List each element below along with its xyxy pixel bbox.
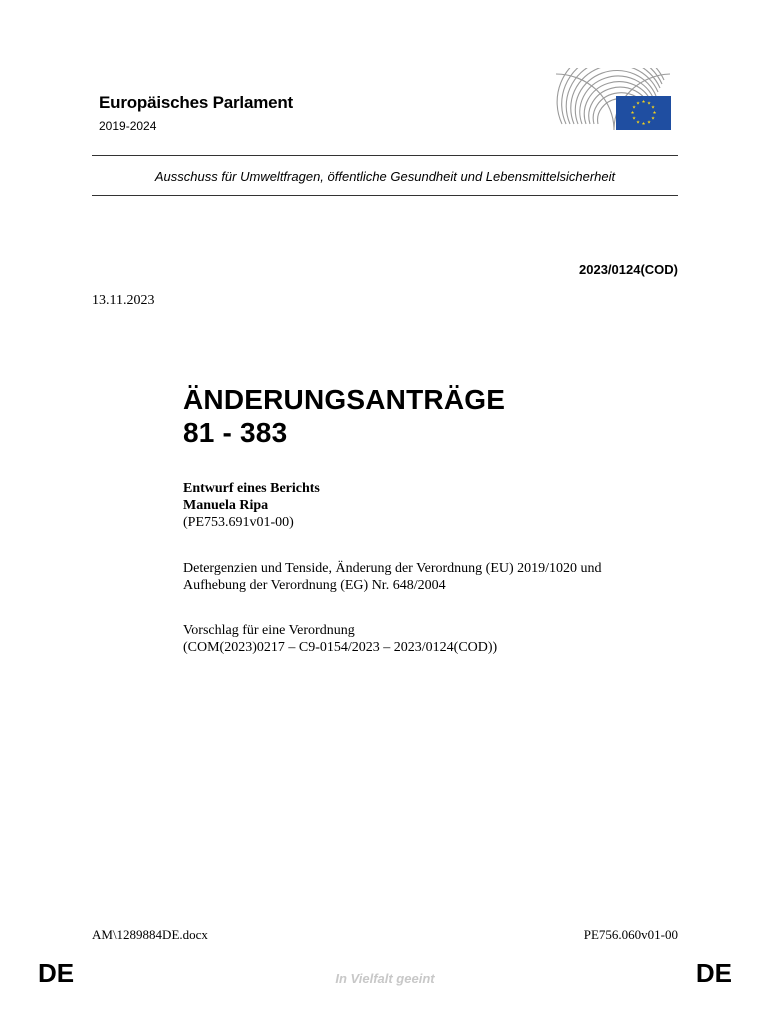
header-divider-top <box>92 155 678 156</box>
svg-text:★: ★ <box>631 116 637 122</box>
svg-text:★: ★ <box>646 101 652 107</box>
rapporteur-name: Manuela Ripa <box>183 498 269 513</box>
language-code-right: DE <box>695 958 732 988</box>
committee-name: Ausschuss für Umweltfragen, öffentliche Gesundheit und Lebensmittelsicherheit <box>154 169 616 184</box>
organization-title: Europäisches Parlament <box>99 93 294 112</box>
title-line-1: ÄNDERUNGSANTRÄGE <box>183 384 506 415</box>
svg-text:★: ★ <box>635 120 641 126</box>
subject-line-2: Aufhebung der Verordnung (EG) Nr. 648/2004 <box>183 578 446 593</box>
svg-text:★: ★ <box>652 111 657 116</box>
svg-text:★: ★ <box>641 122 646 127</box>
draft-reference: (PE753.691v01-00) <box>183 515 294 530</box>
svg-text:★: ★ <box>631 105 637 111</box>
footer-motto: In Vielfalt geeint <box>335 971 435 986</box>
procedure-number: 2023/0124(COD) <box>579 262 678 277</box>
document-date: 13.11.2023 <box>92 293 155 308</box>
svg-text:★: ★ <box>635 101 641 107</box>
svg-text:★: ★ <box>630 111 635 116</box>
footer-file-name: AM\1289884DE.docx <box>92 927 208 942</box>
proposal-line-1: Vorschlag für eine Verordnung <box>183 623 355 638</box>
european-parliament-logo <box>554 68 672 132</box>
header-divider-bottom <box>92 195 678 196</box>
draft-label: Entwurf eines Berichts <box>183 481 320 496</box>
document-title <box>183 383 505 449</box>
svg-text:★: ★ <box>641 100 646 105</box>
subject-block <box>183 560 602 594</box>
footer-reference: PE756.060v01-00 <box>583 927 678 942</box>
title-line-2: 81 - 383 <box>183 417 288 448</box>
svg-text:★: ★ <box>650 116 656 122</box>
svg-text:★: ★ <box>646 120 652 126</box>
proposal-block <box>183 622 497 656</box>
draft-report-block <box>183 480 320 531</box>
subject-line-1: Detergenzien und Tenside, Änderung der Verordnung (EU) 2019/1020 und <box>183 561 602 576</box>
parliamentary-term: 2019-2024 <box>99 119 157 133</box>
language-code-left: DE <box>38 958 75 988</box>
svg-text:★: ★ <box>650 105 656 111</box>
proposal-line-2: (COM(2023)0217 – C9-0154/2023 – 2023/0124(COD)) <box>183 640 498 655</box>
